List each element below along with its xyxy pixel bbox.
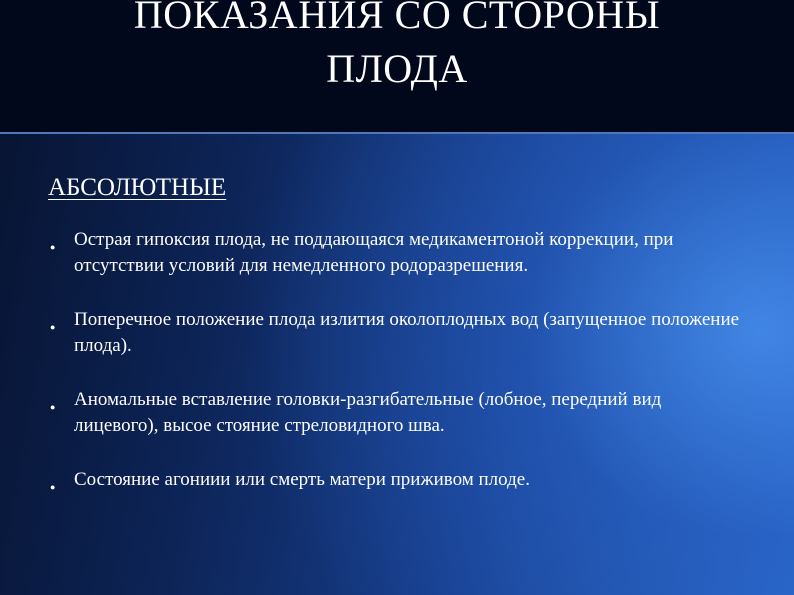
list-item-text: Состояние агониии или смерть матери приживом плоде.: [74, 469, 530, 490]
bullet-icon: ●: [50, 402, 56, 412]
list-item-text: Острая гипоксия плода, не поддающаяся медикаментоной коррекции, при отсутствии условий для немедленного родоразрешения.: [74, 229, 674, 276]
bullet-icon: ●: [50, 242, 56, 252]
bullet-list: [50, 227, 750, 521]
list-item: [50, 387, 750, 439]
section-heading: АБСОЛЮТНЫЕ: [48, 174, 227, 201]
list-item: [50, 467, 750, 493]
bullet-icon: ●: [50, 322, 56, 332]
list-item: [50, 307, 750, 359]
title-bar: [0, 0, 794, 134]
list-item: [50, 227, 750, 279]
list-item-text: Поперечное положение плода излития околоплодных вод (запущенное положение плода).: [74, 309, 740, 356]
bullet-icon: ●: [50, 482, 56, 492]
list-item-text: Аномальные вставление головки-разгибательные (лобное, передний вид лицевого), высое стояние стреловидного шва.: [74, 389, 662, 436]
slide-title: ПОКАЗАНИЯ СО СТОРОНЫ ПЛОДА: [133, 0, 661, 91]
